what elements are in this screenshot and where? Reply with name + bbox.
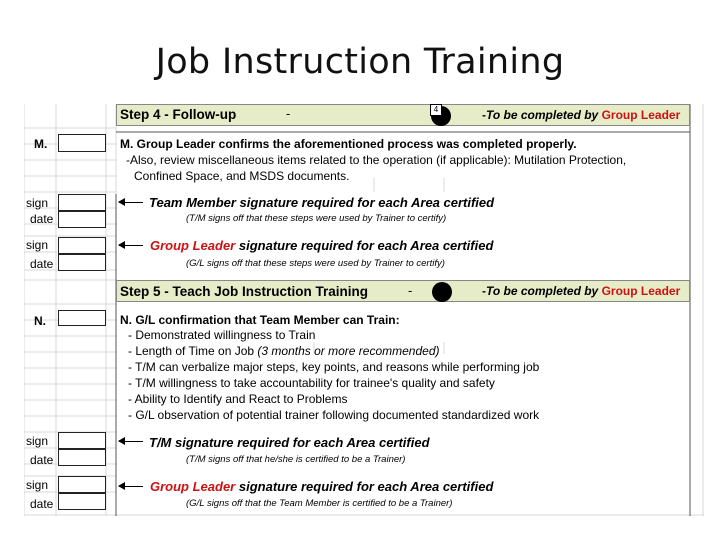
step5-sign1-arrow-icon — [119, 441, 143, 442]
step5-sign2-label: sign — [26, 478, 49, 492]
step5-item-4: - T/M willingness to take accountability for trainee's quality and safety — [128, 376, 495, 390]
step4-dash: - — [286, 106, 291, 121]
step4-line2: -Also, review miscellaneous items related to the operation (if applicable): Mutilation Protection, — [126, 153, 627, 167]
step5-note-prefix: -To be completed by — [482, 284, 602, 298]
step5-date2-box[interactable] — [58, 493, 106, 510]
step4-line3: Confined Space, and MSDS documents. — [134, 169, 350, 183]
step5-heading: Step 5 - Teach Job Instruction Training — [120, 284, 369, 299]
step5-sign1-text: T/M signature required for each Area certified — [149, 435, 430, 450]
step5-item-6: - G/L observation of potential trainer following documented standardized work — [128, 408, 540, 422]
step5-item-2-italic: (3 months or more recommended) — [257, 344, 440, 358]
step5-sign1-box[interactable] — [58, 432, 106, 449]
step5-completion-note — [482, 284, 680, 298]
step4-sign2-label: sign — [26, 238, 49, 252]
step5-sign2-role: Group Leader — [150, 479, 236, 494]
step5-item-5: - Ability to Identify and React to Problems — [128, 392, 348, 406]
page-title: Job Instruction Training — [155, 42, 565, 82]
step5-dash: - — [408, 283, 413, 298]
step5-date1-box[interactable] — [58, 449, 106, 466]
step5-marker-dot — [432, 282, 452, 302]
step5-sign2-note: (G/L signs off that the Team Member is certified to be a Trainer) — [186, 498, 453, 509]
step5-sign2-text — [150, 479, 493, 494]
step4-sign1-text: Team Member signature required for each Area certified — [149, 195, 495, 210]
step5-date2-label: date — [30, 497, 54, 511]
step4-date2-label: date — [30, 257, 54, 271]
step5-item-2 — [128, 344, 440, 358]
step4-note-role: Group Leader — [601, 108, 681, 122]
step4-sign1-note: (T/M signs off that these steps were used by Trainer to certify) — [186, 213, 447, 224]
step4-date1-label: date — [30, 212, 54, 226]
step4-sign2-box[interactable] — [58, 237, 106, 254]
step4-sign1-box[interactable] — [58, 194, 106, 211]
step5-sign2-arrow-icon — [119, 486, 143, 487]
step5-item-2-text: - Length of Time on Job — [128, 344, 258, 358]
step4-sign2-role: Group Leader — [150, 238, 236, 253]
step4-date2-box[interactable] — [58, 254, 106, 271]
step4-line1: M. Group Leader confirms the aforementioned process was completed properly. — [120, 137, 577, 151]
step4-marker-number: 4 — [430, 104, 442, 116]
step4-sign2-note: (G/L signs off that these steps were used by Trainer to certify) — [186, 258, 445, 269]
step4-sign2-rest: signature required for each Area certified — [235, 238, 494, 253]
step5-sign1-label: sign — [26, 434, 49, 448]
step5-date1-label: date — [30, 453, 54, 467]
step5-sign1-note: (T/M signs off that he/she is certified to be a Trainer) — [186, 454, 406, 465]
step5-sign2-rest: signature required for each Area certified — [235, 479, 494, 494]
step4-note-prefix: -To be completed by — [482, 108, 602, 122]
step4-sign1-label: sign — [26, 196, 49, 210]
step5-sign2-box[interactable] — [58, 476, 106, 493]
step5-item-1: - Demonstrated willingness to Train — [128, 328, 316, 342]
step4-check-box[interactable] — [58, 134, 106, 152]
step4-row-label: M. — [34, 137, 48, 151]
step4-sign2-arrow-icon — [119, 245, 143, 246]
step5-check-box[interactable] — [58, 310, 106, 326]
step4-sign2-text — [150, 238, 493, 253]
jit-form-sheet — [24, 104, 704, 516]
step4-heading: Step 4 - Follow-up — [120, 107, 237, 122]
step5-item-3: - T/M can verbalize major steps, key points, and reasons while performing job — [128, 360, 540, 374]
step4-sign1-arrow-icon — [119, 202, 143, 203]
step5-note-role: Group Leader — [601, 284, 681, 298]
step5-row-label: N. — [34, 314, 46, 328]
step4-completion-note — [482, 108, 680, 122]
step5-line1: N. G/L confirmation that Team Member can Train: — [120, 313, 400, 327]
step4-date1-box[interactable] — [58, 211, 106, 228]
